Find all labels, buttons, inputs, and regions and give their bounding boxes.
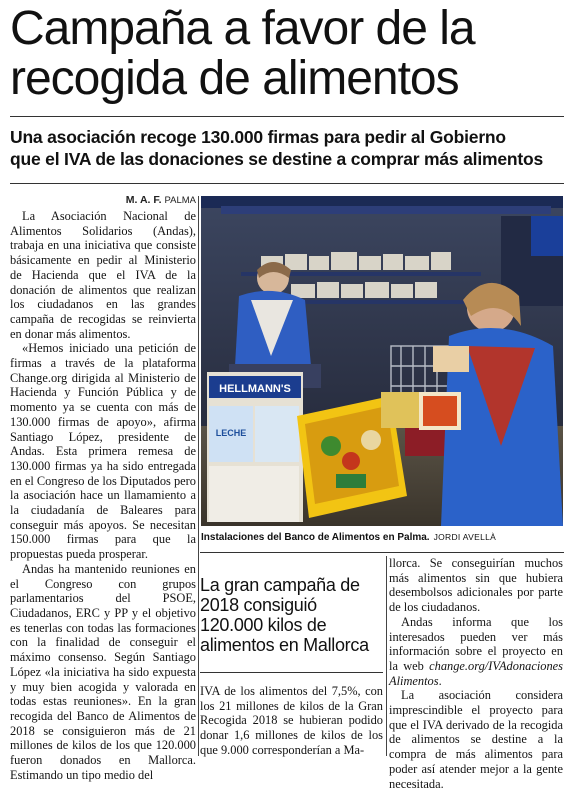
headline-line-2: recogida de alimentos [10, 52, 459, 105]
article-column-1 [10, 209, 196, 782]
caption-rule [200, 552, 564, 553]
byline [10, 194, 196, 206]
paragraph-4: IVA de los alimentos del 7,5%, con los 21 millones de kilos de la Gran Recogida 2018 se hubieran podido donar 1,6 millones de kilos de los que 9.000 corresponderían a Ma- [200, 684, 383, 757]
paragraph-6-end: . [438, 673, 442, 688]
byline-city: PALMA [164, 195, 196, 206]
paragraph-6 [389, 615, 563, 689]
subheadline [10, 126, 566, 170]
article-column-2 [200, 684, 383, 758]
pullquote-rule [200, 672, 383, 673]
column-divider [198, 196, 199, 756]
pullquote: La gran campaña de 2018 consiguió 120.000 kilos de alimentos en Mallorca [200, 575, 369, 655]
headline-rule [10, 116, 564, 117]
paragraph-7: La asociación considera imprescindible el proyecto para que el IVA derivado de la recogida de alimentos se destine a la compra de más alimentos para poder así atender mejor a la gente necesitada. [389, 688, 563, 791]
column-divider-2 [386, 556, 387, 756]
paragraph-1: La Asociación Nacional de Alimentos Solidarios (Andas), trabaja en una iniciativa que consiste básicamente en pedir al Ministerio de Hacienda que el IVA de la donación de alimentos que realizan los ciudadanos en las grandes campaña de recogidas se reinvierta en donar más alimentos. [10, 209, 196, 341]
subheadline-line-1: Una asociación recoge 130.000 firmas para pedir al Gobierno [10, 127, 506, 147]
box-brand-label: HELLMANN'S [219, 383, 291, 395]
byline-author: M. A. F. [125, 194, 162, 206]
subheadline-line-2: que el IVA de las donaciones se destine a comprar más alimentos [10, 149, 544, 169]
photo-caption [201, 532, 563, 543]
paragraph-2: «Hemos iniciado una petición de firmas a través de la plataforma Change.org dirigida al Ministerio de Hacienda y Función Pública y de momento ya se cuenta con más de 130.000 firmas de apoyo», afirma Santiago López, presidente de Andas. Esta primera remesa de 130.000 firmas ya ha sido entregada en el Congreso de los Diputados pero la asociación hace un llamamiento a la ciudadanía de Baleares para conseguir más apoyos. Se necesitan 150.000 firmas para que la propuestas pueda prosperar. [10, 341, 196, 562]
paragraph-5: llorca. Se conseguirían muchos más alimentos sin que hubiera desembolsos adicionales por parte de los ciudadanos. [389, 556, 563, 615]
article-column-3 [389, 556, 563, 791]
headline [10, 4, 566, 104]
web-link[interactable]: change.org/IVAdonaciones Alimentos [389, 658, 563, 688]
subhead-rule [10, 183, 564, 184]
photo-credit: JORDI AVELLÀ [433, 532, 497, 542]
paragraph-6-text: Andas informa que los interesados pueden ver más información sobre el proyecto en la web [389, 614, 563, 673]
photo-illustration [201, 196, 563, 526]
box-milk-label: LECHE [215, 428, 247, 438]
headline-line-1: Campaña a favor de la [10, 2, 475, 55]
paragraph-3: Andas ha mantenido reuniones en el Congreso con grupos parlamentarios del PSOE, Ciudadanos, ERC y PP y el objetivo es tenerlas con todas las formaciones con la finalidad de conseguir el máximo consenso. Según Santiago López «la iniciativa ha sido expuesta y muy bien acogida y valorada en todas estas reuniones». En la gran recogida del Banco de Alimentos de 2018 se consiguieron más de 21 millones de kilos de los que 120.000 fueron donados en Mallorca. Estimando un tipo medio del [10, 561, 196, 782]
caption-text: Instalaciones del Banco de Alimentos en Palma. [201, 532, 430, 543]
article-photo [201, 196, 563, 526]
